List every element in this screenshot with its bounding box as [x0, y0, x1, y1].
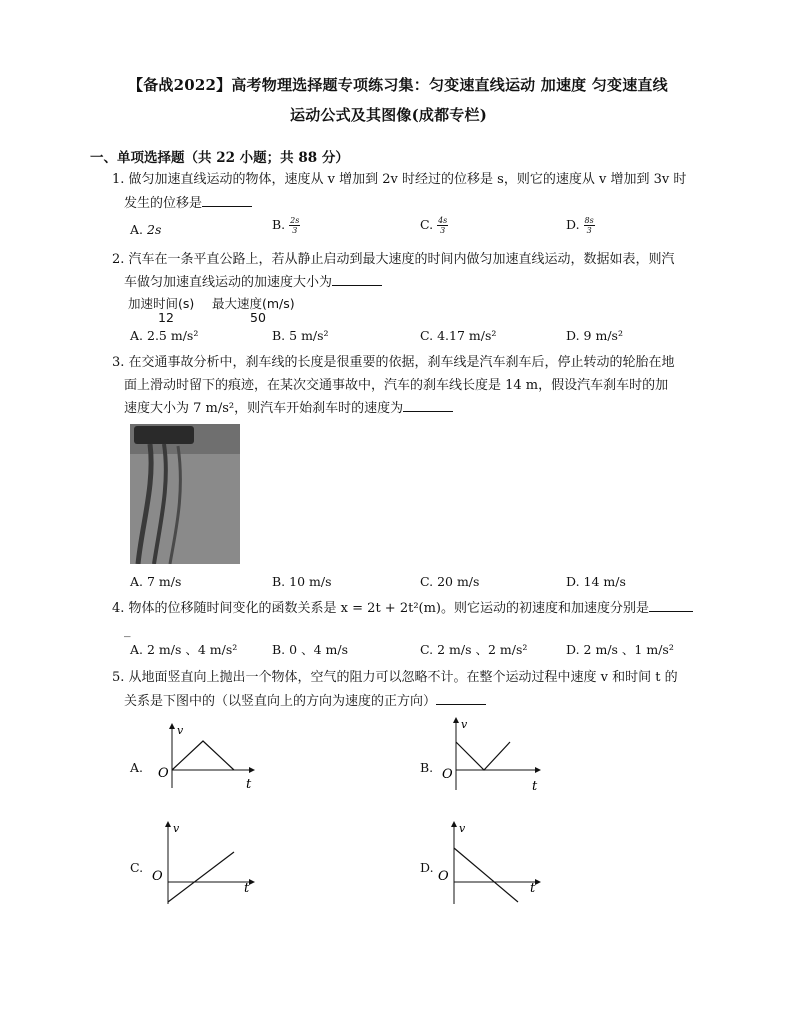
question-number: 4. — [112, 601, 125, 616]
question-text: 做匀加速直线运动的物体，速度从 v 增加到 2v 时经过的位移是 s，则它的速度从 v 增加到 3v 时 — [128, 172, 687, 187]
fraction: $\frac{4s}{3}$ — [438, 216, 448, 235]
graph-b — [436, 716, 546, 792]
question-text: 在交通事故分析中，刹车线的长度是很重要的依据，刹车线是汽车刹车后，停止转动的轮胎在地 — [128, 355, 675, 370]
axis-label-v: v — [173, 822, 180, 835]
velocity-line — [456, 742, 510, 770]
velocity-line — [168, 852, 234, 902]
table-header-speed: 最大速度(m/s) — [212, 296, 295, 311]
question-text: 发生的位移是 — [124, 196, 203, 211]
option-c[interactable]: C. 20 m/s — [420, 574, 480, 589]
question-5-line1 — [112, 666, 678, 690]
question-3-line1 — [112, 351, 675, 375]
fraction: $\frac{2s}{3}$ — [290, 216, 300, 235]
option-d[interactable]: D. 14 m/s — [566, 574, 626, 589]
option-b[interactable]: B. 0 、4 m/s — [272, 642, 348, 657]
origin-label: O — [152, 869, 163, 884]
axis-label-v: v — [461, 718, 468, 731]
question-text: 关系是下图中的（以竖直向上的方向为速度的正方向） — [124, 694, 437, 709]
answer-blank[interactable] — [649, 610, 693, 612]
option-c[interactable]: C. 2 m/s 、2 m/s² — [420, 642, 528, 657]
axis-label-t: t — [532, 779, 538, 792]
question-number: 5. — [112, 670, 125, 685]
option-a[interactable]: A. 2s — [130, 222, 162, 237]
axis-label-t: t — [244, 881, 250, 896]
question-text: 汽车在一条平直公路上，若从静止启动到最大速度的时间内做匀加速直线运动，数据如表，则汽 — [128, 252, 675, 267]
question-1-line2 — [124, 192, 252, 216]
answer-blank[interactable] — [403, 410, 453, 412]
option-b[interactable]: B. $\frac{2s}{3}$ — [272, 216, 300, 235]
question-number: 3. — [112, 355, 125, 370]
question-number: 2. — [112, 252, 125, 267]
answer-blank[interactable] — [332, 284, 382, 286]
answer-blank[interactable] — [436, 703, 486, 705]
fraction: $\frac{8s}{3}$ — [584, 216, 594, 235]
question-3-line2: 面上滑动时留下的痕迹，在某次交通事故中，汽车的刹车线长度是 14 m，假设汽车刹车时的加 — [124, 378, 669, 393]
option-b[interactable]: B. — [420, 760, 434, 775]
question-2-line2 — [124, 271, 382, 295]
skid-marks-image — [130, 424, 240, 564]
car-shape — [134, 426, 194, 444]
question-text: 车做匀加速直线运动的加速度大小为 — [124, 275, 333, 290]
question-text: 从地面竖直向上抛出一个物体，空气的阻力可以忽略不计。在整个运动过程中速度 v 和时间 t 的 — [128, 670, 678, 685]
origin-label: O — [438, 869, 449, 884]
question-1-line1 — [112, 168, 686, 192]
option-c[interactable]: C. 4.17 m/s² — [420, 328, 497, 343]
question-2-line1 — [112, 248, 675, 272]
answer-blank-dash: _ — [124, 623, 131, 638]
option-a[interactable]: A. 7 m/s — [130, 574, 182, 589]
option-b[interactable]: B. 5 m/s² — [272, 328, 329, 343]
velocity-line — [172, 741, 234, 770]
graph-a — [150, 722, 260, 792]
table-value-speed: 50 — [250, 310, 266, 325]
axis-label-t: t — [530, 881, 536, 896]
question-text: 速度大小为 7 m/s²，则汽车开始刹车时的速度为 — [124, 401, 404, 416]
graph-c — [150, 820, 260, 906]
question-4-line1 — [112, 597, 693, 621]
question-number: 1. — [112, 172, 125, 187]
option-c[interactable]: C. — [130, 860, 144, 875]
graph-d — [436, 820, 546, 906]
option-a[interactable]: A. 2 m/s 、4 m/s² — [130, 642, 238, 657]
skid-marks-photo — [130, 424, 240, 564]
page-title-line2: 运动公式及其图像(成都专栏) — [290, 106, 487, 124]
velocity-line — [454, 848, 518, 902]
option-b[interactable]: B. 10 m/s — [272, 574, 332, 589]
page-title-line1: 【备战2022】高考物理选择题专项练习集：匀变速直线运动 加速度 匀变速直线 — [128, 76, 668, 94]
section-heading: 一、单项选择题（共 22 小题；共 88 分） — [90, 150, 349, 166]
option-a[interactable]: A. 2.5 m/s² — [130, 328, 199, 343]
option-d[interactable]: D. $\frac{8s}{3}$ — [566, 216, 594, 235]
option-d[interactable]: D. 2 m/s 、1 m/s² — [566, 642, 674, 657]
origin-label: O — [158, 766, 169, 781]
option-d[interactable]: D. — [420, 860, 434, 875]
table-header-time: 加速时间(s) — [128, 296, 195, 311]
axis-label-v: v — [177, 724, 184, 737]
axis-label-t: t — [246, 777, 252, 792]
option-c[interactable]: C. $\frac{4s}{3}$ — [420, 216, 448, 235]
question-3-line3 — [124, 397, 453, 421]
option-d[interactable]: D. 9 m/s² — [566, 328, 623, 343]
question-5-line2 — [124, 690, 486, 714]
origin-label: O — [442, 767, 453, 782]
question-text: 物体的位移随时间变化的函数关系是 x = 2t + 2t²(m)。则它运动的初速度和加速度分别是 — [128, 601, 649, 616]
option-a[interactable]: A. — [130, 760, 144, 775]
answer-blank[interactable] — [202, 205, 252, 207]
table-value-time: 12 — [158, 310, 174, 325]
axis-label-v: v — [459, 822, 466, 835]
